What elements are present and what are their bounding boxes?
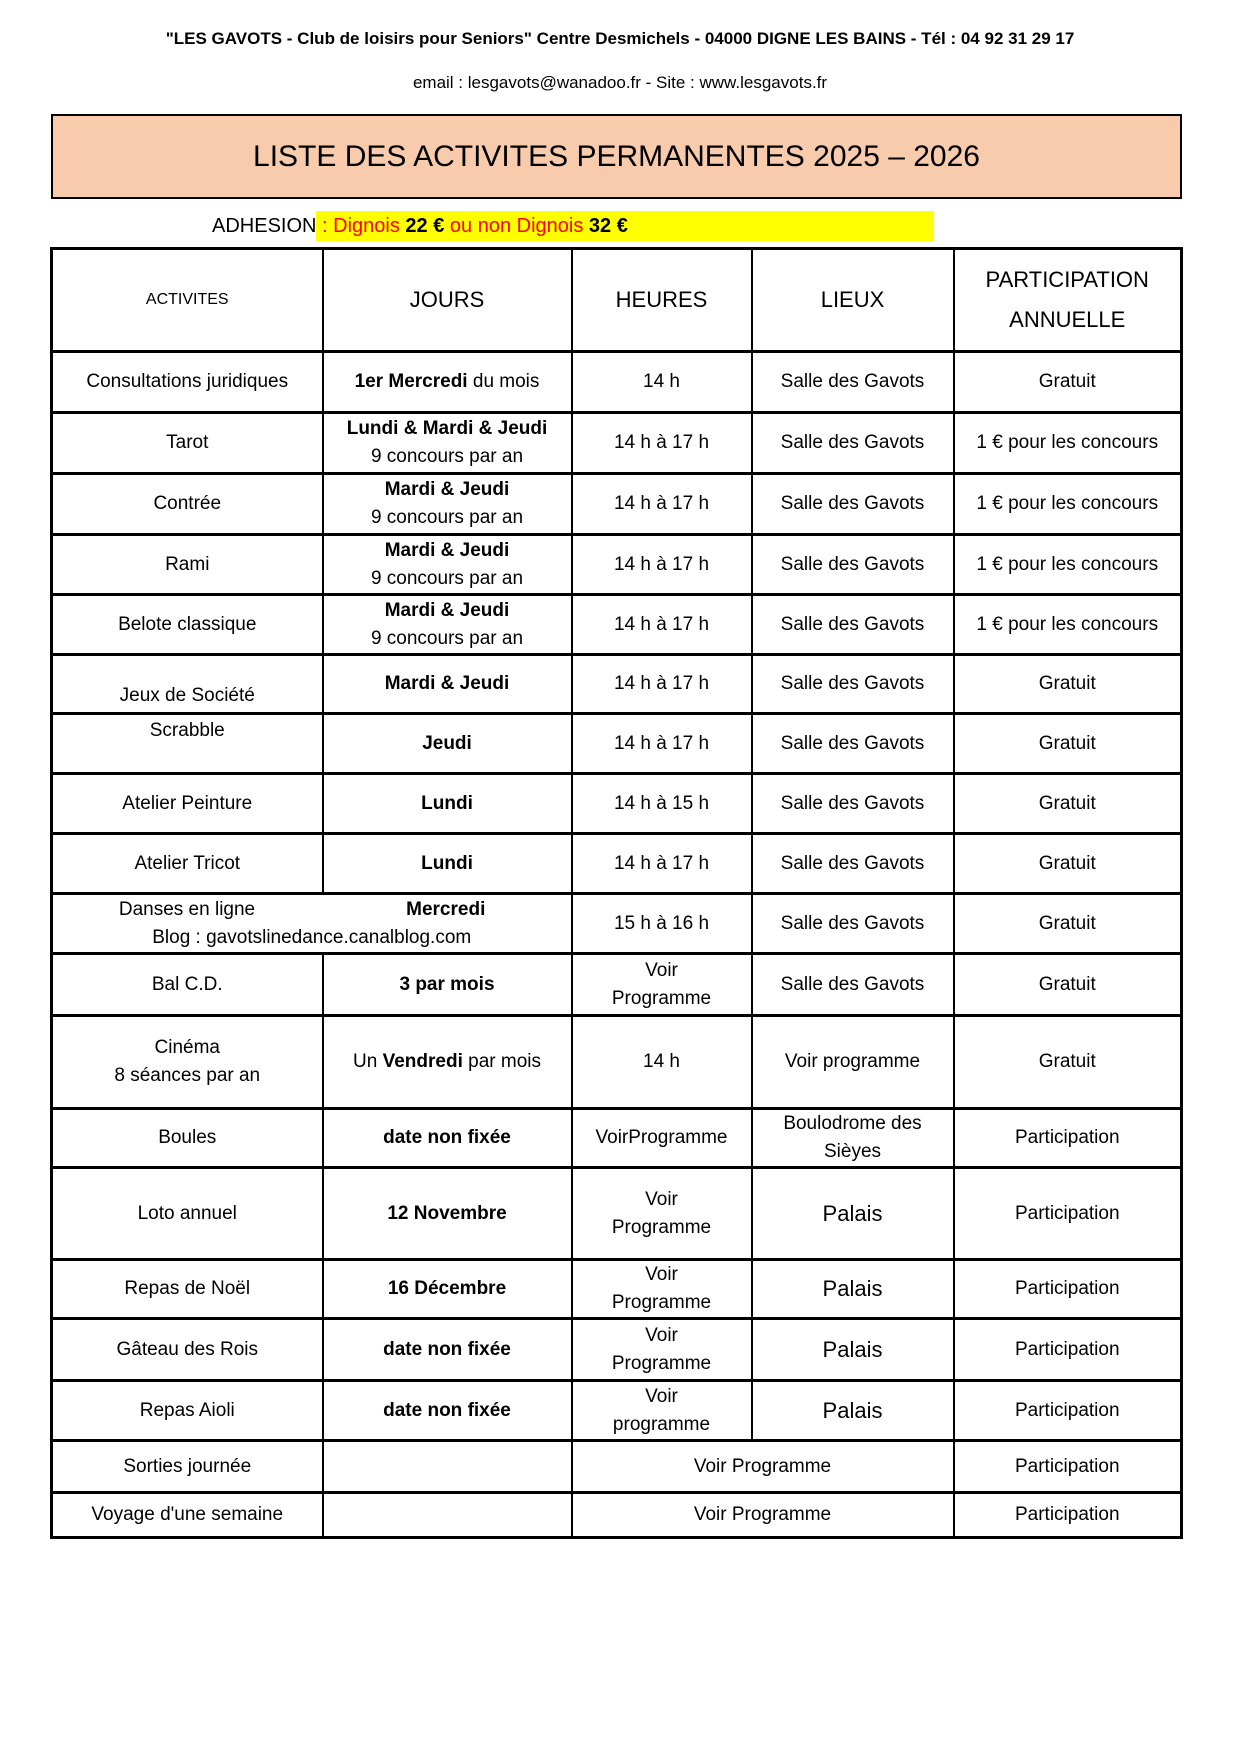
cell-cinema-participation: Gratuit xyxy=(954,1016,1182,1109)
adhesion-price-non-dignois: 32 € xyxy=(588,215,628,237)
adhesion-prefix: ADHESION xyxy=(212,215,317,237)
cell-atelier-peinture-activites: Atelier Peinture xyxy=(52,774,323,834)
cell-contree-heures: 14 h à 17 h xyxy=(572,474,752,535)
cell-belote-classique-lieux: Salle des Gavots xyxy=(752,595,954,655)
cell-gateau-des-rois-lieux: Palais xyxy=(752,1319,954,1381)
cell-atelier-peinture-lieux: Salle des Gavots xyxy=(752,774,954,834)
activities-table xyxy=(50,247,1183,1539)
cell-atelier-tricot-participation: Gratuit xyxy=(954,834,1182,894)
cell-bal-cd-jours: 3 par mois xyxy=(323,954,572,1016)
cell-jeux-de-societe-participation: Gratuit xyxy=(954,655,1182,714)
row-scrabble xyxy=(52,714,1182,774)
cell-consultations-juridiques-participation: Gratuit xyxy=(954,352,1182,413)
row-loto-annuel xyxy=(52,1168,1182,1260)
cell-rami-lieux: Salle des Gavots xyxy=(752,535,954,595)
cell-gateau-des-rois-heures: Voir Programme xyxy=(572,1319,752,1381)
cell-danses-en-ligne-lieux: Salle des Gavots xyxy=(752,894,954,954)
cell-cinema-heures: 14 h xyxy=(572,1016,752,1109)
cell-repas-aioli-participation: Participation xyxy=(954,1381,1182,1441)
row-cinema xyxy=(52,1016,1182,1109)
cell-repas-aioli-lieux: Palais xyxy=(752,1381,954,1441)
adhesion-text-red-2: ou non Dignois xyxy=(444,215,589,237)
cell-loto-annuel-jours: 12 Novembre xyxy=(323,1168,572,1260)
cell-danses-en-ligne-activites-label: Danses en ligne xyxy=(118,898,256,920)
row-atelier-tricot xyxy=(52,834,1182,894)
cell-boules-participation: Participation xyxy=(954,1109,1182,1168)
cell-cinema-jours: Un Vendredi par mois xyxy=(323,1016,572,1109)
cell-belote-classique-heures: 14 h à 17 h xyxy=(572,595,752,655)
row-repas-de-noel xyxy=(52,1260,1182,1319)
cell-bal-cd-participation: Gratuit xyxy=(954,954,1182,1016)
cell-repas-aioli-heures: Voir programme xyxy=(572,1381,752,1441)
cell-atelier-peinture-jours: Lundi xyxy=(323,774,572,834)
table-body xyxy=(52,352,1182,1538)
column-header-heures: HEURES xyxy=(572,249,752,352)
cell-gateau-des-rois-activites: Gâteau des Rois xyxy=(52,1319,323,1381)
cell-rami-activites: Rami xyxy=(52,535,323,595)
cell-scrabble-jours: Jeudi xyxy=(323,714,572,774)
cell-contree-lieux: Salle des Gavots xyxy=(752,474,954,535)
column-header-participation: PARTICIPATION ANNUELLE xyxy=(954,249,1182,352)
cell-contree-activites: Contrée xyxy=(52,474,323,535)
cell-repas-de-noel-lieux: Palais xyxy=(752,1260,954,1319)
contact-line: email : lesgavots@wanadoo.fr - Site : www.lesgavots.fr xyxy=(412,73,828,92)
row-danses-en-ligne xyxy=(52,894,1182,954)
cell-sorties-journee-activites: Sorties journée xyxy=(52,1441,323,1493)
cell-cinema-lieux: Voir programme xyxy=(752,1016,954,1109)
adhesion-text-red: : Dignois xyxy=(316,215,406,237)
row-bal-cd xyxy=(52,954,1182,1016)
cell-repas-aioli-activites: Repas Aioli xyxy=(52,1381,323,1441)
row-jeux-de-societe xyxy=(52,655,1182,714)
row-tarot xyxy=(52,413,1182,474)
cell-voyage-semaine-participation: Participation xyxy=(954,1493,1182,1538)
column-header-jours: JOURS xyxy=(323,249,572,352)
adhesion-line xyxy=(212,211,1240,241)
cell-scrabble-activites: Scrabble xyxy=(52,714,323,774)
cell-contree-jours: Mardi & Jeudi 9 concours par an xyxy=(323,474,572,535)
cell-rami-heures: 14 h à 17 h xyxy=(572,535,752,595)
cell-loto-annuel-participation: Participation xyxy=(954,1168,1182,1260)
cell-belote-classique-activites: Belote classique xyxy=(52,595,323,655)
row-belote-classique xyxy=(52,595,1182,655)
row-gateau-des-rois xyxy=(52,1319,1182,1381)
cell-tarot-participation: 1 € pour les concours xyxy=(954,413,1182,474)
cell-jeux-de-societe-lieux: Salle des Gavots xyxy=(752,655,954,714)
table-header-row xyxy=(52,249,1182,352)
cell-boules-heures: VoirProgramme xyxy=(572,1109,752,1168)
cell-danses-en-ligne-activites: Danses en ligne Mercredi Blog : gavotslinedance.canalblog.com xyxy=(52,894,572,954)
cell-consultations-juridiques-activites: Consultations juridiques xyxy=(52,352,323,413)
cell-voyage-semaine-activites: Voyage d'une semaine xyxy=(52,1493,323,1538)
cell-scrabble-participation: Gratuit xyxy=(954,714,1182,774)
cell-belote-classique-jours: Mardi & Jeudi 9 concours par an xyxy=(323,595,572,655)
cell-tarot-jours: Lundi & Mardi & Jeudi 9 concours par an xyxy=(323,413,572,474)
cell-scrabble-heures: 14 h à 17 h xyxy=(572,714,752,774)
adhesion-price-dignois: 22 € xyxy=(405,215,445,237)
cell-atelier-tricot-jours: Lundi xyxy=(323,834,572,894)
cell-sorties-journee-participation: Participation xyxy=(954,1441,1182,1493)
cell-atelier-peinture-heures: 14 h à 15 h xyxy=(572,774,752,834)
row-atelier-peinture xyxy=(52,774,1182,834)
cell-repas-de-noel-jours: 16 Décembre xyxy=(323,1260,572,1319)
cell-voyage-semaine-heures: Voir Programme xyxy=(572,1493,954,1538)
cell-bal-cd-heures: Voir Programme xyxy=(572,954,752,1016)
cell-rami-jours: Mardi & Jeudi 9 concours par an xyxy=(323,535,572,595)
row-repas-aioli xyxy=(52,1381,1182,1441)
cell-contree-participation: 1 € pour les concours xyxy=(954,474,1182,535)
cell-jeux-de-societe-jours: Mardi & Jeudi xyxy=(323,655,572,714)
title-banner xyxy=(51,114,1182,199)
row-boules xyxy=(52,1109,1182,1168)
cell-sorties-journee-heures: Voir Programme xyxy=(572,1441,954,1493)
cell-tarot-lieux: Salle des Gavots xyxy=(752,413,954,474)
cell-bal-cd-activites: Bal C.D. xyxy=(52,954,323,1016)
cell-cinema-activites: Cinéma 8 séances par an xyxy=(52,1016,323,1109)
cell-gateau-des-rois-jours: date non fixée xyxy=(323,1319,572,1381)
cell-danses-en-ligne-participation: Gratuit xyxy=(954,894,1182,954)
cell-rami-participation: 1 € pour les concours xyxy=(954,535,1182,595)
cell-boules-activites: Boules xyxy=(52,1109,323,1168)
row-sorties-journee xyxy=(52,1441,1182,1493)
cell-danses-en-ligne-heures: 15 h à 16 h xyxy=(572,894,752,954)
cell-boules-lieux: Boulodrome des Sièyes xyxy=(752,1109,954,1168)
cell-repas-de-noel-heures: Voir Programme xyxy=(572,1260,752,1319)
cell-tarot-heures: 14 h à 17 h xyxy=(572,413,752,474)
cell-tarot-activites: Tarot xyxy=(52,413,323,474)
cell-repas-aioli-jours: date non fixée xyxy=(323,1381,572,1441)
cell-belote-classique-participation: 1 € pour les concours xyxy=(954,595,1182,655)
cell-gateau-des-rois-participation: Participation xyxy=(954,1319,1182,1381)
cell-boules-jours: date non fixée xyxy=(323,1109,572,1168)
column-header-activites: ACTIVITES xyxy=(52,249,323,352)
cell-consultations-juridiques-jours: 1er Mercredi du mois xyxy=(323,352,572,413)
cell-consultations-juridiques-heures: 14 h xyxy=(572,352,752,413)
cell-atelier-tricot-heures: 14 h à 17 h xyxy=(572,834,752,894)
row-consultations-juridiques xyxy=(52,352,1182,413)
adhesion-highlight xyxy=(316,211,934,241)
cell-atelier-peinture-participation: Gratuit xyxy=(954,774,1182,834)
cell-scrabble-lieux: Salle des Gavots xyxy=(752,714,954,774)
table-head xyxy=(52,249,1182,352)
cell-loto-annuel-lieux: Palais xyxy=(752,1168,954,1260)
row-contree xyxy=(52,474,1182,535)
club-header-line: "LES GAVOTS - Club de loisirs pour Seniors" Centre Desmichels - 04000 DIGNE LES BAINS - Tél : 04 92 31 29 17 xyxy=(165,29,1075,48)
cell-jeux-de-societe-heures: 14 h à 17 h xyxy=(572,655,752,714)
column-header-lieux: LIEUX xyxy=(752,249,954,352)
cell-voyage-semaine-jours xyxy=(323,1493,572,1538)
cell-repas-de-noel-participation: Participation xyxy=(954,1260,1182,1319)
cell-loto-annuel-heures: Voir Programme xyxy=(572,1168,752,1260)
cell-danses-en-ligne-jours-label: Mercredi xyxy=(406,898,486,920)
cell-jeux-de-societe-activites: Jeux de Société xyxy=(52,655,323,714)
cell-consultations-juridiques-lieux: Salle des Gavots xyxy=(752,352,954,413)
cell-atelier-tricot-activites: Atelier Tricot xyxy=(52,834,323,894)
cell-atelier-tricot-lieux: Salle des Gavots xyxy=(752,834,954,894)
cell-bal-cd-lieux: Salle des Gavots xyxy=(752,954,954,1016)
row-voyage-semaine xyxy=(52,1493,1182,1538)
cell-sorties-journee-jours xyxy=(323,1441,572,1493)
row-rami xyxy=(52,535,1182,595)
page-title: LISTE DES ACTIVITES PERMANENTES 2025 – 2026 xyxy=(253,139,980,173)
cell-repas-de-noel-activites: Repas de Noël xyxy=(52,1260,323,1319)
cell-loto-annuel-activites: Loto annuel xyxy=(52,1168,323,1260)
